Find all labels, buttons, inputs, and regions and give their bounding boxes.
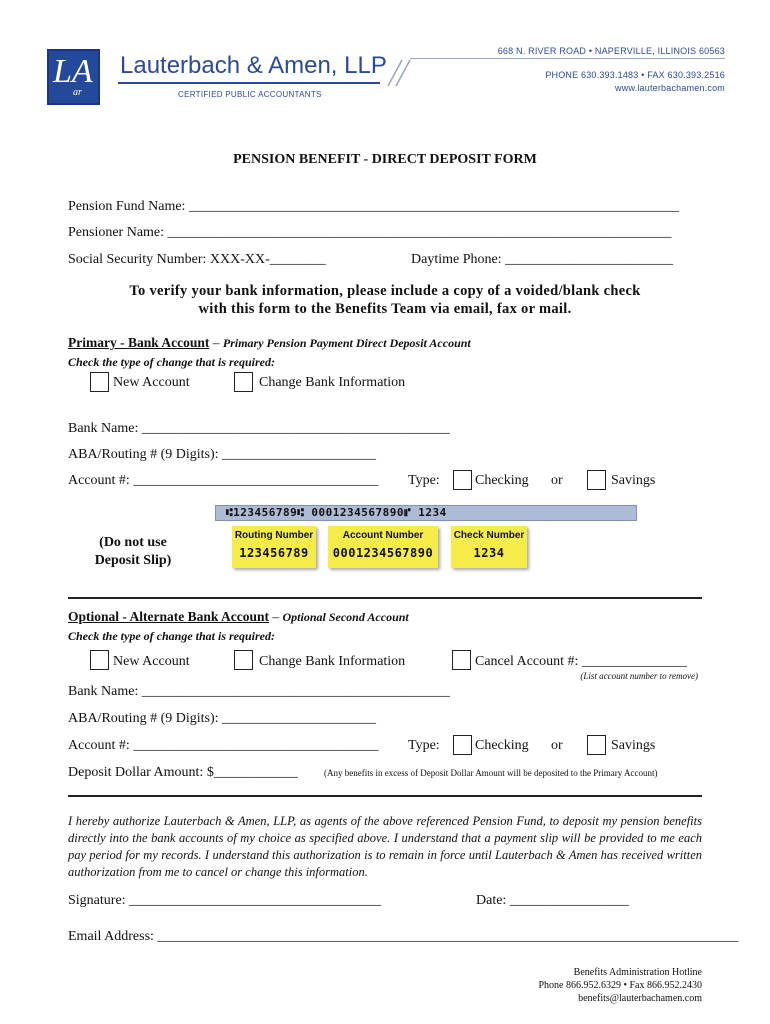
- optional-savings-label: Savings: [611, 738, 656, 753]
- optional-cancel-account-checkbox[interactable]: [452, 650, 471, 670]
- optional-new-account-label: New Account: [113, 654, 190, 669]
- primary-checking-checkbox[interactable]: [453, 470, 472, 490]
- no-deposit-slip-1: (Do not use: [99, 535, 167, 550]
- optional-new-account-checkbox[interactable]: [90, 650, 109, 670]
- primary-savings-label: Savings: [611, 473, 656, 488]
- pension-fund-name-field[interactable]: Pension Fund Name: ______________________________________________________________________: [68, 199, 679, 214]
- footer-hotline: Benefits Administration Hotline: [573, 967, 702, 978]
- pensioner-name-field[interactable]: Pensioner Name: ________________________________________________________________________: [68, 225, 672, 240]
- micr-line: ⑆123456789⑆ 0001234567890⑈ 1234: [226, 506, 447, 519]
- firm-logo: [47, 49, 100, 105]
- form-title: PENSION BENEFIT - DIRECT DEPOSIT FORM: [233, 152, 537, 167]
- optional-deposit-note: (Any benefits in excess of Deposit Dollar Amount will be deposited to the Primary Account): [324, 768, 658, 778]
- optional-subheading: Optional Second Account: [282, 610, 409, 624]
- optional-savings-checkbox[interactable]: [587, 735, 606, 755]
- primary-bank-name-field[interactable]: Bank Name: ____________________________________________: [68, 421, 450, 436]
- firm-name: Lauterbach & Amen, LLP: [120, 52, 387, 79]
- optional-cancel-account-field[interactable]: Cancel Account #: _______________: [475, 654, 687, 669]
- footer-email[interactable]: benefits@lauterbachamen.com: [578, 993, 702, 1004]
- email-address-field[interactable]: Email Address: ___________________________________________________________________________________: [68, 929, 739, 944]
- optional-aba-field[interactable]: ABA/Routing # (9 Digits): ______________________: [68, 711, 377, 726]
- optional-change-bank-label: Change Bank Information: [259, 654, 406, 669]
- primary-account-field[interactable]: Account #: ___________________________________: [68, 473, 379, 488]
- primary-new-account-checkbox[interactable]: [90, 372, 109, 392]
- check-number-value: 1234: [473, 546, 505, 560]
- primary-dash: –: [209, 335, 223, 350]
- primary-subheading: Primary Pension Payment Direct Deposit Account: [222, 336, 471, 350]
- verify-instructions-2: with this form to the Benefits Team via email, fax or mail.: [198, 301, 572, 317]
- section-divider-1: [68, 597, 702, 599]
- logo-sub: ar: [73, 87, 82, 98]
- firm-address: 668 N. RIVER ROAD • NAPERVILLE, ILLINOIS 60563: [497, 46, 725, 56]
- optional-deposit-amount-field[interactable]: Deposit Dollar Amount: $____________: [68, 765, 298, 780]
- primary-heading: Primary - Bank Account: [68, 335, 210, 350]
- firm-website[interactable]: www.lauterbachamen.com: [615, 83, 725, 93]
- primary-savings-checkbox[interactable]: [587, 470, 606, 490]
- footer-phone-fax: Phone 866.952.6329 • Fax 866.952.2430: [538, 980, 702, 991]
- optional-heading: Optional - Alternate Bank Account: [68, 609, 270, 624]
- section-divider-2: [68, 795, 702, 797]
- primary-new-account-label: New Account: [113, 375, 190, 390]
- optional-dash: –: [269, 609, 283, 624]
- optional-bank-name-field[interactable]: Bank Name: ____________________________________________: [68, 684, 450, 699]
- primary-change-bank-label: Change Bank Information: [259, 375, 406, 390]
- routing-number-note: [232, 526, 316, 568]
- optional-or-label: or: [551, 738, 563, 753]
- routing-number-value: 123456789: [239, 546, 309, 560]
- account-number-value: 0001234567890: [332, 546, 434, 560]
- account-number-label: Account Number: [342, 530, 424, 541]
- date-field[interactable]: Date: _________________: [476, 893, 629, 908]
- optional-list-note: (List account number to remove): [580, 671, 698, 681]
- optional-account-field[interactable]: Account #: ___________________________________: [68, 738, 379, 753]
- primary-type-label: Type:: [408, 473, 440, 488]
- account-number-note: [328, 526, 438, 568]
- optional-check-type: Check the type of change that is required:: [68, 629, 275, 643]
- firm-phone-fax: PHONE 630.393.1483 • FAX 630.393.2516: [545, 70, 725, 80]
- no-deposit-slip-2: Deposit Slip): [94, 553, 172, 568]
- check-sample-strip: [215, 505, 637, 521]
- optional-checking-label: Checking: [475, 738, 529, 753]
- verify-instructions-1: To verify your bank information, please include a copy of a voided/blank check: [129, 283, 641, 299]
- optional-type-label: Type:: [408, 738, 440, 753]
- optional-change-bank-checkbox[interactable]: [234, 650, 253, 670]
- primary-change-bank-checkbox[interactable]: [234, 372, 253, 392]
- optional-heading-row: [68, 608, 409, 626]
- primary-checking-label: Checking: [475, 473, 529, 488]
- firm-tagline: CERTIFIED PUBLIC ACCOUNTANTS: [178, 90, 322, 99]
- routing-number-label: Routing Number: [234, 530, 314, 541]
- primary-aba-field[interactable]: ABA/Routing # (9 Digits): ______________________: [68, 447, 377, 462]
- logo-text: LA: [53, 53, 93, 90]
- daytime-phone-field[interactable]: Daytime Phone: ________________________: [411, 252, 674, 267]
- primary-or-label: or: [551, 473, 563, 488]
- address-rule: [410, 58, 725, 59]
- check-number-label: Check Number: [453, 530, 525, 541]
- signature-field[interactable]: Signature: ____________________________________: [68, 893, 382, 908]
- optional-checking-checkbox[interactable]: [453, 735, 472, 755]
- header-rule: [118, 82, 380, 84]
- authorization-text: I hereby authorize Lauterbach & Amen, LLP, as agents of the above referenced Pension Fund, to deposit my pension benefits directly into the bank accounts of my choice as specified above. I understand that a payment slip will be provided to me each pay period for my records. I understand this authorization is to remain in force until Lauterbach & Amen has received written authorization from me to cancel or change this information.: [68, 814, 702, 879]
- ssn-field[interactable]: Social Security Number: XXX-XX-________: [68, 252, 326, 267]
- header-slashes: [378, 58, 414, 88]
- primary-heading-row: [68, 334, 471, 352]
- primary-check-type: Check the type of change that is required:: [68, 355, 275, 369]
- check-number-note: [451, 526, 527, 568]
